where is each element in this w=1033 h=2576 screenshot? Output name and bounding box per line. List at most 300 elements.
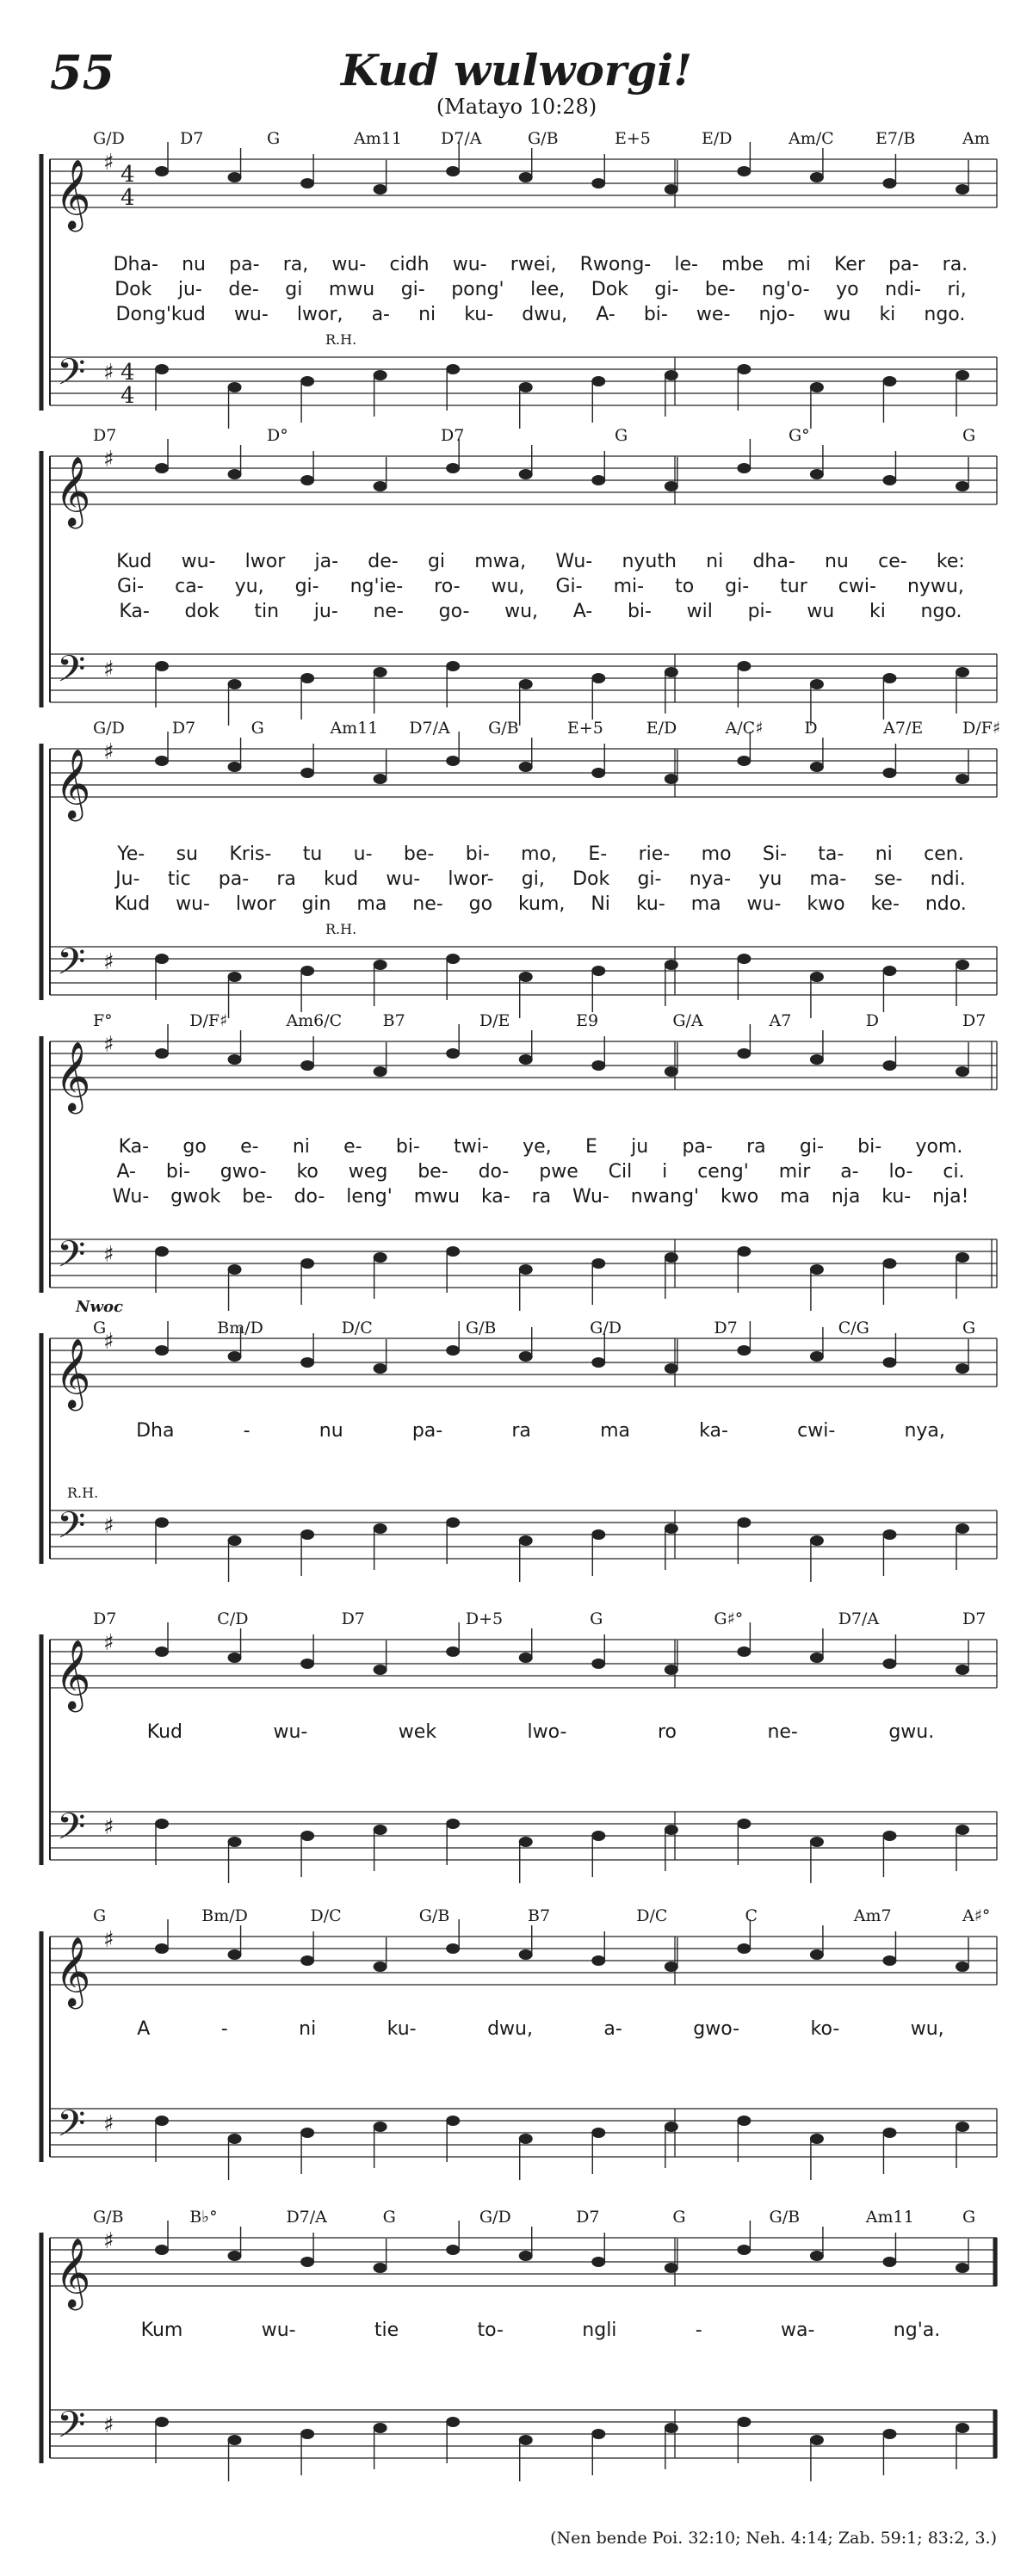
lyric-syllable: ng'ie- <box>349 576 404 597</box>
lyric-syllable: ndi. <box>930 868 966 890</box>
lyric-syllable: wu- <box>273 1721 308 1743</box>
lyric-syllable: bi- <box>857 1136 882 1158</box>
lyric-syllable: ngli <box>582 2320 617 2341</box>
lyric-syllable: pi- <box>747 601 772 622</box>
lyric-syllable: pong' <box>451 279 504 300</box>
chord-symbol: E+5 <box>615 129 651 148</box>
lyric-syllable: ke: <box>936 551 965 572</box>
lyric-syllable: ma <box>780 1186 810 1208</box>
lyric-syllable: Dok <box>591 279 628 300</box>
chord-symbol: Am/C <box>789 129 834 148</box>
lyric-syllable: wu- <box>181 551 216 572</box>
chord-symbol: E/D <box>702 129 733 148</box>
chord-symbol: C/D <box>217 1609 249 1628</box>
lyric-syllable: cen. <box>924 843 964 865</box>
lyric-syllable: nja <box>831 1186 861 1208</box>
lyric-syllable: gwu. <box>888 1721 935 1743</box>
chord-symbol: D7 <box>962 1609 987 1628</box>
svg-text:4: 4 <box>121 360 135 386</box>
lyric-syllable: bi- <box>627 601 652 622</box>
chord-symbol: D7 <box>171 719 196 738</box>
lyric-syllable: mo <box>701 843 732 865</box>
lyric-syllable: wu- <box>233 304 269 325</box>
lyric-line-verse-2 <box>102 576 980 597</box>
lyric-syllable: gi- <box>799 1136 824 1158</box>
lyric-syllable: wu- <box>386 868 421 890</box>
chord-symbol: G/B <box>418 1906 450 1925</box>
svg-text:♯: ♯ <box>103 1814 114 1840</box>
lyric-syllable: i <box>662 1161 668 1183</box>
lyric-syllable: ra <box>276 868 296 890</box>
lyric-syllable: ka- <box>699 1420 728 1442</box>
lyric-syllable: e- <box>343 1136 362 1158</box>
lyric-syllable: cwi- <box>838 576 876 597</box>
lyric-syllable: gwok <box>170 1186 221 1208</box>
lyric-line-verse-3 <box>102 893 980 915</box>
chord-symbol: D7 <box>341 1609 365 1628</box>
lyric-syllable: Ye- <box>117 843 145 865</box>
lyric-syllable: gi- <box>294 576 319 597</box>
lyric-syllable: wu- <box>746 893 782 915</box>
chord-symbol: D/C <box>636 1906 668 1925</box>
right-hand-marking: R.H. <box>67 1485 99 1501</box>
svg-text:𝄢: 𝄢 <box>57 351 86 403</box>
lyric-syllable: dha- <box>752 551 795 572</box>
lyric-syllable: kwo <box>720 1186 759 1208</box>
chord-symbol: D7 <box>714 1319 738 1337</box>
lyric-syllable: ngo. <box>920 601 962 622</box>
lyric-syllable: su <box>176 843 198 865</box>
svg-text:♯: ♯ <box>103 2412 114 2438</box>
svg-text:𝄞: 𝄞 <box>55 2237 91 2307</box>
lyric-syllable: gwo- <box>693 2018 740 2040</box>
chord-symbol: G/D <box>93 719 125 738</box>
lyric-syllable: ki <box>879 304 896 325</box>
right-hand-marking: R.H. <box>325 331 357 348</box>
lyric-line-verse-1 <box>102 551 980 572</box>
lyric-syllable: ro- <box>434 576 461 597</box>
lyric-syllable: gi <box>285 279 303 300</box>
chord-symbol: E7/B <box>875 129 916 148</box>
right-hand-marking: R.H. <box>325 921 357 937</box>
svg-text:𝄞: 𝄞 <box>55 158 91 229</box>
svg-text:♯: ♯ <box>103 1329 114 1355</box>
svg-text:𝄞: 𝄞 <box>55 455 91 526</box>
lyric-syllable: ni <box>418 304 436 325</box>
lyric-syllable: yu, <box>234 576 264 597</box>
chord-symbol: G <box>962 2208 976 2227</box>
lyric-line-verse-1 <box>102 2018 980 2040</box>
lyric-syllable: lwor <box>235 893 276 915</box>
lyric-syllable: ku- <box>464 304 494 325</box>
lyric-syllable: Ju- <box>115 868 140 890</box>
chord-symbol: G/D <box>479 2208 511 2227</box>
chord-symbol: Bm/D <box>217 1319 263 1337</box>
lyric-syllable: gi- <box>725 576 750 597</box>
lyric-syllable: rwei, <box>510 254 557 275</box>
lyric-syllable: wu, <box>491 576 525 597</box>
chord-symbol: G♯° <box>714 1609 744 1628</box>
lyric-syllable: ko <box>296 1161 319 1183</box>
lyric-syllable: be- <box>704 279 736 300</box>
lyric-syllable: do- <box>478 1161 510 1183</box>
chord-symbol: D/C <box>310 1906 342 1925</box>
lyric-syllable: do- <box>294 1186 325 1208</box>
lyric-syllable: de- <box>228 279 259 300</box>
lyric-syllable: ne- <box>373 601 404 622</box>
scripture-reference: (Matayo 10:28) <box>436 95 597 119</box>
lyric-syllable: pa- <box>682 1136 713 1158</box>
lyric-syllable: wu <box>807 601 835 622</box>
lyric-syllable: gi- <box>400 279 425 300</box>
lyric-syllable: bi- <box>395 1136 420 1158</box>
lyric-syllable: gi <box>427 551 446 572</box>
chord-symbol: D7/A <box>286 2208 327 2227</box>
svg-text:♯: ♯ <box>103 657 114 683</box>
chord-symbol: A7 <box>769 1011 792 1030</box>
lyric-syllable: ne- <box>412 893 443 915</box>
lyric-syllable: yom. <box>915 1136 963 1158</box>
lyric-syllable: dwu, <box>522 304 568 325</box>
svg-text:♯: ♯ <box>103 1242 114 1268</box>
lyric-syllable: Dok <box>572 868 610 890</box>
lyric-syllable: wa- <box>781 2320 815 2341</box>
chord-symbol: D7 <box>180 129 204 148</box>
lyric-syllable: Ka- <box>118 1136 150 1158</box>
lyric-syllable: lwor <box>244 551 286 572</box>
lyric-syllable: ra, <box>282 254 309 275</box>
lyric-syllable: gin <box>301 893 331 915</box>
lyric-line-verse-1 <box>102 254 980 275</box>
chord-symbol: D7/A <box>409 719 450 738</box>
hymn-number: 55 <box>50 45 115 100</box>
chord-symbol: Bm/D <box>201 1906 248 1925</box>
lyric-syllable: be- <box>242 1186 273 1208</box>
chord-symbol: D7 <box>441 426 465 445</box>
svg-text:♯: ♯ <box>103 2228 114 2254</box>
chord-symbol: G/B <box>769 2208 801 2227</box>
lyric-syllable: ndi- <box>885 279 921 300</box>
lyric-syllable: nya- <box>689 868 732 890</box>
lyric-syllable: wek <box>398 1721 437 1743</box>
lyric-syllable: ju- <box>177 279 202 300</box>
lyric-line-verse-3 <box>102 1186 980 1208</box>
lyric-syllable: e- <box>240 1136 259 1158</box>
lyric-syllable: be- <box>418 1161 448 1183</box>
svg-text:♯: ♯ <box>103 1032 114 1058</box>
lyric-syllable: ni <box>299 2018 317 2040</box>
svg-text:4: 4 <box>121 383 135 409</box>
chord-symbol: Am <box>962 129 990 148</box>
chord-symbol: G/B <box>528 129 559 148</box>
lyric-syllable: wu, <box>910 2018 944 2040</box>
lyric-syllable: bi- <box>465 843 490 865</box>
lyric-syllable: gi, <box>521 868 545 890</box>
lyric-syllable: pa- <box>888 254 919 275</box>
lyric-syllable: ro <box>657 1721 677 1743</box>
svg-text:♯: ♯ <box>103 1630 114 1656</box>
lyric-syllable: nyuth <box>622 551 677 572</box>
lyric-syllable: lwor- <box>448 868 494 890</box>
lyric-syllable: ko- <box>810 2018 840 2040</box>
lyric-syllable: ta- <box>818 843 844 865</box>
chord-symbol: E/D <box>646 719 677 738</box>
chord-symbol: F° <box>93 1011 113 1030</box>
chord-symbol: D <box>804 719 818 738</box>
lyric-syllable: go <box>182 1136 207 1158</box>
chord-symbol: D/E <box>479 1011 510 1030</box>
lyric-syllable: tin <box>254 601 280 622</box>
lyric-syllable: wu- <box>176 893 210 915</box>
lyric-line-verse-3 <box>102 601 980 622</box>
lyric-syllable: ra. <box>942 254 968 275</box>
lyric-syllable: Kum <box>140 2320 183 2341</box>
lyric-syllable: dok <box>184 601 220 622</box>
lyric-syllable: pa- <box>229 254 260 275</box>
lyric-syllable: mwu <box>413 1186 461 1208</box>
lyric-syllable: a- <box>371 304 390 325</box>
lyric-syllable: ja- <box>314 551 339 572</box>
lyric-syllable: Ni <box>591 893 610 915</box>
chord-symbol: Am11 <box>865 2208 914 2227</box>
lyric-syllable: lwo- <box>527 1721 567 1743</box>
svg-text:𝄞: 𝄞 <box>55 1639 91 1709</box>
lyric-syllable: Gi- <box>117 576 145 597</box>
lyric-syllable: ke- <box>870 893 900 915</box>
chord-symbol: G <box>962 1319 976 1337</box>
lyric-syllable: nu <box>319 1420 343 1442</box>
lyric-syllable: wu <box>823 304 851 325</box>
lyric-syllable: de- <box>368 551 399 572</box>
lyric-syllable: lwor, <box>296 304 343 325</box>
lyric-syllable: Kud <box>114 893 151 915</box>
chord-symbol: G <box>962 426 976 445</box>
svg-text:4: 4 <box>121 185 135 211</box>
lyric-line-verse-2 <box>102 279 980 300</box>
chord-symbol: G/D <box>93 129 125 148</box>
chord-symbol: G <box>590 1609 603 1628</box>
lyric-syllable: Wu- <box>572 1186 609 1208</box>
lyric-syllable: ndo. <box>925 893 967 915</box>
lyric-syllable: twi- <box>454 1136 489 1158</box>
lyric-syllable: Ker <box>834 254 865 275</box>
lyric-syllable: bi- <box>165 1161 190 1183</box>
lyric-line-verse-1 <box>102 1136 980 1158</box>
lyric-syllable: nywu, <box>906 576 964 597</box>
lyric-syllable: wu- <box>261 2320 296 2341</box>
lyric-syllable: - <box>695 2320 702 2341</box>
lyric-syllable: ci. <box>943 1161 965 1183</box>
lyric-syllable: ju <box>631 1136 649 1158</box>
tempo-marking: Nwoc <box>76 1298 123 1316</box>
lyric-syllable: ni <box>875 843 893 865</box>
chord-symbol: D7 <box>962 1011 987 1030</box>
svg-text:4: 4 <box>121 162 135 188</box>
lyric-syllable: ju- <box>313 601 338 622</box>
lyric-syllable: ku- <box>881 1186 912 1208</box>
lyric-syllable: to <box>675 576 695 597</box>
lyric-syllable: gi- <box>637 868 662 890</box>
lyric-syllable: tur <box>780 576 807 597</box>
lyric-syllable: yo <box>836 279 859 300</box>
lyric-syllable: mwa, <box>474 551 527 572</box>
lyric-syllable: wil <box>686 601 713 622</box>
lyric-syllable: kum, <box>517 893 566 915</box>
lyric-syllable: ne- <box>767 1721 798 1743</box>
lyric-syllable: - <box>243 1420 251 1442</box>
lyric-line-verse-2 <box>102 868 980 890</box>
lyric-syllable: ku- <box>387 2018 417 2040</box>
lyric-syllable: mir <box>778 1161 811 1183</box>
chord-symbol: E+5 <box>566 719 603 738</box>
lyric-syllable: Dha- <box>113 254 158 275</box>
lyric-syllable: a- <box>603 2018 622 2040</box>
lyric-syllable: mi <box>787 254 811 275</box>
lyric-syllable: cidh <box>389 254 430 275</box>
lyric-syllable: ra <box>511 1420 531 1442</box>
lyric-syllable: Gi- <box>555 576 583 597</box>
lyric-syllable: tie <box>374 2320 399 2341</box>
lyric-syllable: go- <box>438 601 470 622</box>
chord-symbol: A♯° <box>962 1906 991 1925</box>
lyric-syllable: mi- <box>613 576 645 597</box>
chord-symbol: G <box>382 2208 396 2227</box>
lyric-syllable: Dha <box>136 1420 175 1442</box>
svg-text:𝄞: 𝄞 <box>55 748 91 819</box>
lyric-syllable: yu <box>758 868 782 890</box>
lyric-syllable: lo- <box>888 1161 913 1183</box>
lyric-line-verse-1 <box>102 2320 980 2341</box>
chord-symbol: Am7 <box>853 1906 892 1925</box>
lyric-syllable: ki <box>869 601 886 622</box>
lyric-syllable: le- <box>674 254 698 275</box>
lyric-syllable: ye, <box>523 1136 552 1158</box>
chord-symbol: B♭° <box>189 2208 218 2227</box>
lyric-syllable: nwang' <box>630 1186 700 1208</box>
lyric-syllable: Kris- <box>229 843 272 865</box>
lyric-syllable: u- <box>353 843 373 865</box>
lyric-syllable: nya, <box>904 1420 945 1442</box>
chord-symbol: G/D <box>590 1319 622 1337</box>
lyric-syllable: ma <box>600 1420 630 1442</box>
svg-text:𝄢: 𝄢 <box>57 2103 86 2154</box>
lyric-syllable: mo, <box>521 843 558 865</box>
lyric-syllable: leng' <box>346 1186 393 1208</box>
svg-text:♯: ♯ <box>103 739 114 765</box>
lyric-syllable: ce- <box>878 551 907 572</box>
chord-symbol: Am11 <box>330 719 379 738</box>
lyric-syllable: Rwong- <box>579 254 652 275</box>
lyric-syllable: ceng' <box>697 1161 749 1183</box>
svg-text:𝄢: 𝄢 <box>57 2404 86 2456</box>
lyric-syllable: go <box>468 893 493 915</box>
lyric-syllable: njo- <box>758 304 795 325</box>
lyric-line-verse-3 <box>102 304 980 325</box>
lyric-syllable: Ka- <box>119 601 150 622</box>
lyric-syllable: nu <box>182 254 206 275</box>
chord-symbol: G <box>251 719 264 738</box>
chord-symbol: D7 <box>576 2208 600 2227</box>
lyric-syllable: rie- <box>638 843 671 865</box>
lyric-syllable: mwu <box>328 279 375 300</box>
svg-text:𝄞: 𝄞 <box>55 1041 91 1111</box>
lyric-syllable: ku- <box>635 893 665 915</box>
chord-symbol: C <box>745 1906 758 1925</box>
lyric-syllable: wu- <box>331 254 367 275</box>
lyric-syllable: be- <box>403 843 435 865</box>
lyric-syllable: tic <box>167 868 191 890</box>
lyric-syllable: nja! <box>932 1186 969 1208</box>
lyric-syllable: tu <box>302 843 323 865</box>
lyric-syllable: ra <box>531 1186 552 1208</box>
lyric-syllable: ni <box>292 1136 310 1158</box>
svg-text:♯: ♯ <box>103 360 114 386</box>
lyric-syllable: gwo- <box>220 1161 267 1183</box>
lyric-syllable: ka- <box>480 1186 510 1208</box>
lyric-syllable: wu, <box>504 601 539 622</box>
chord-symbol: D/F♯ <box>962 719 1001 738</box>
svg-text:♯: ♯ <box>103 949 114 975</box>
lyric-syllable: se- <box>874 868 903 890</box>
cross-references: (Nen bende Poi. 32:10; Neh. 4:14; Zab. 59:1; 83:2, 3.) <box>550 2529 997 2548</box>
lyric-syllable: ca- <box>175 576 204 597</box>
lyric-syllable: Dong'kud <box>115 304 206 325</box>
svg-text:𝄞: 𝄞 <box>55 1337 91 1408</box>
lyric-syllable: pa- <box>218 868 250 890</box>
chord-symbol: C/G <box>838 1319 869 1337</box>
chord-symbol: D7 <box>93 426 117 445</box>
lyric-syllable: Wu- <box>555 551 593 572</box>
chord-symbol: G <box>672 2208 686 2227</box>
lyric-syllable: ra <box>746 1136 766 1158</box>
lyric-syllable: lee, <box>530 279 566 300</box>
lyric-line-verse-2 <box>102 1161 980 1183</box>
chord-symbol: D <box>865 1011 879 1030</box>
lyric-syllable: ng'o- <box>761 279 810 300</box>
lyric-syllable: Wu- <box>112 1186 150 1208</box>
lyric-syllable: weg <box>348 1161 388 1183</box>
lyric-line-verse-1 <box>102 1420 980 1442</box>
chord-symbol: A/C♯ <box>725 719 764 738</box>
lyric-syllable: pa- <box>411 1420 443 1442</box>
chord-symbol: D7/A <box>838 1609 880 1628</box>
lyric-syllable: to- <box>477 2320 504 2341</box>
lyric-syllable: Kud <box>146 1721 182 1743</box>
lyric-syllable: A- <box>596 304 615 325</box>
svg-text:♯: ♯ <box>103 2111 114 2137</box>
chord-symbol: D7 <box>93 1609 117 1628</box>
svg-text:𝄢: 𝄢 <box>57 941 86 992</box>
lyric-syllable: kud <box>324 868 359 890</box>
chord-symbol: A7/E <box>883 719 924 738</box>
chord-symbol: B7 <box>528 1906 551 1925</box>
lyric-syllable: ri, <box>947 279 967 300</box>
svg-text:𝄢: 𝄢 <box>57 648 86 700</box>
chord-symbol: G <box>93 1319 107 1337</box>
svg-text:♯: ♯ <box>103 1927 114 1953</box>
chord-symbol: D/C <box>341 1319 373 1337</box>
chord-symbol: E9 <box>576 1011 599 1030</box>
svg-text:♯: ♯ <box>103 1513 114 1539</box>
lyric-syllable: nu <box>824 551 849 572</box>
chord-symbol: G/A <box>672 1011 703 1030</box>
chord-symbol: G° <box>789 426 810 445</box>
svg-text:♯: ♯ <box>103 447 114 473</box>
chord-symbol: D/F♯ <box>189 1011 228 1030</box>
lyric-syllable: gi- <box>654 279 679 300</box>
chord-symbol: G/B <box>465 1319 497 1337</box>
lyric-syllable: we- <box>696 304 731 325</box>
